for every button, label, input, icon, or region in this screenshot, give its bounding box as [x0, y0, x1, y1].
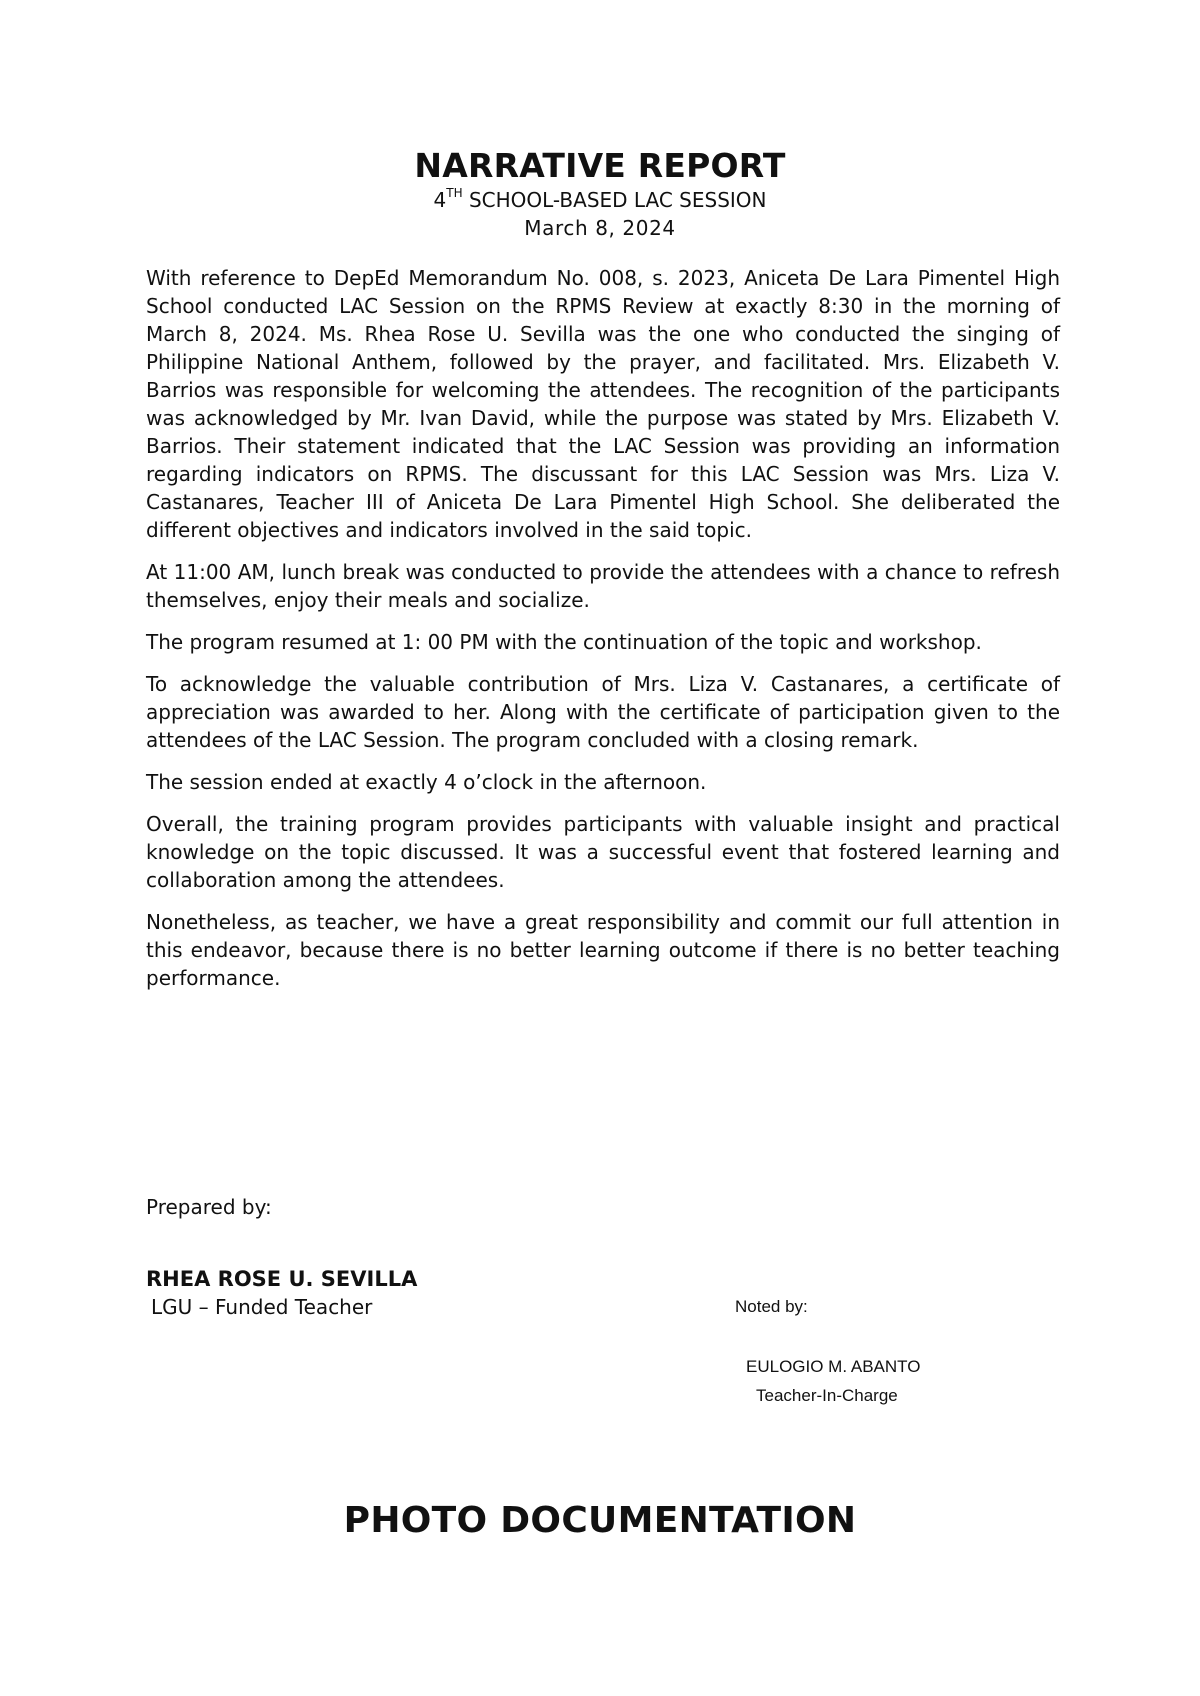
body-paragraph: Nonetheless, as teacher, we have a great responsibility and commit our full attention in this endeavor, because there is no better learning outcome if there is no better teaching performance.	[146, 910, 1060, 990]
prepared-by-label: Prepared by:	[146, 1195, 272, 1219]
noted-by-label: Noted by:	[735, 1297, 808, 1316]
body-paragraph: The program resumed at 1: 00 PM with the continuation of the topic and workshop.	[146, 630, 982, 654]
body-paragraph: At 11:00 AM, lunch break was conducted to provide the attendees with a chance to refresh themselves, enjoy their meals and socialize.	[146, 560, 1060, 612]
noter-name: EULOGIO M. ABANTO	[746, 1357, 921, 1376]
noter-role: Teacher-In-Charge	[756, 1386, 898, 1405]
preparer-role: LGU – Funded Teacher	[151, 1295, 373, 1319]
body-paragraph: To acknowledge the valuable contribution of Mrs. Liza V. Castanares, a certificate of appreciation was awarded to her. Along with the certificate of participation given to the attendees of the LAC Session. The program concluded with a closing remark.	[146, 672, 1060, 752]
session-name: SCHOOL-BASED LAC SESSION	[462, 188, 767, 212]
preparer-name: RHEA ROSE U. SEVILLA	[146, 1267, 418, 1291]
session-number: 4	[433, 188, 447, 212]
report-body	[146, 264, 1060, 1006]
report-title: NARRATIVE REPORT	[414, 146, 786, 185]
body-paragraph: With reference to DepEd Memorandum No. 008, s. 2023, Aniceta De Lara Pimentel High School conducted LAC Session on the RPMS Review at exactly 8:30 in the morning of March 8, 2024. Ms. Rhea Rose U. Sevilla was the one who conducted the singing of Philippine National Anthem, followed by the prayer, and facilitated. Mrs. Elizabeth V. Barrios was responsible for welcoming the attendees. The recognition of the participants was acknowledged by Mr. Ivan David, while the purpose was stated by Mrs. Elizabeth V. Barrios. Their statement indicated that the LAC Session was providing an information regarding indicators on RPMS. The discussant for this LAC Session was Mrs. Liza V. Castanares, Teacher III of Aniceta De Lara Pimentel High School. She deliberated the different objectives and indicators involved in the said topic.	[146, 266, 1060, 542]
body-paragraph: The session ended at exactly 4 o’clock in the afternoon.	[146, 770, 707, 794]
photo-documentation-title: PHOTO DOCUMENTATION	[343, 1500, 857, 1541]
session-subtitle	[0, 188, 1200, 212]
report-date: March 8, 2024	[524, 216, 676, 240]
session-ordinal-suffix: TH	[446, 186, 463, 200]
body-paragraph: Overall, the training program provides participants with valuable insight and practical knowledge on the topic discussed. It was a successful event that fostered learning and collaboration among the attendees.	[146, 812, 1060, 892]
